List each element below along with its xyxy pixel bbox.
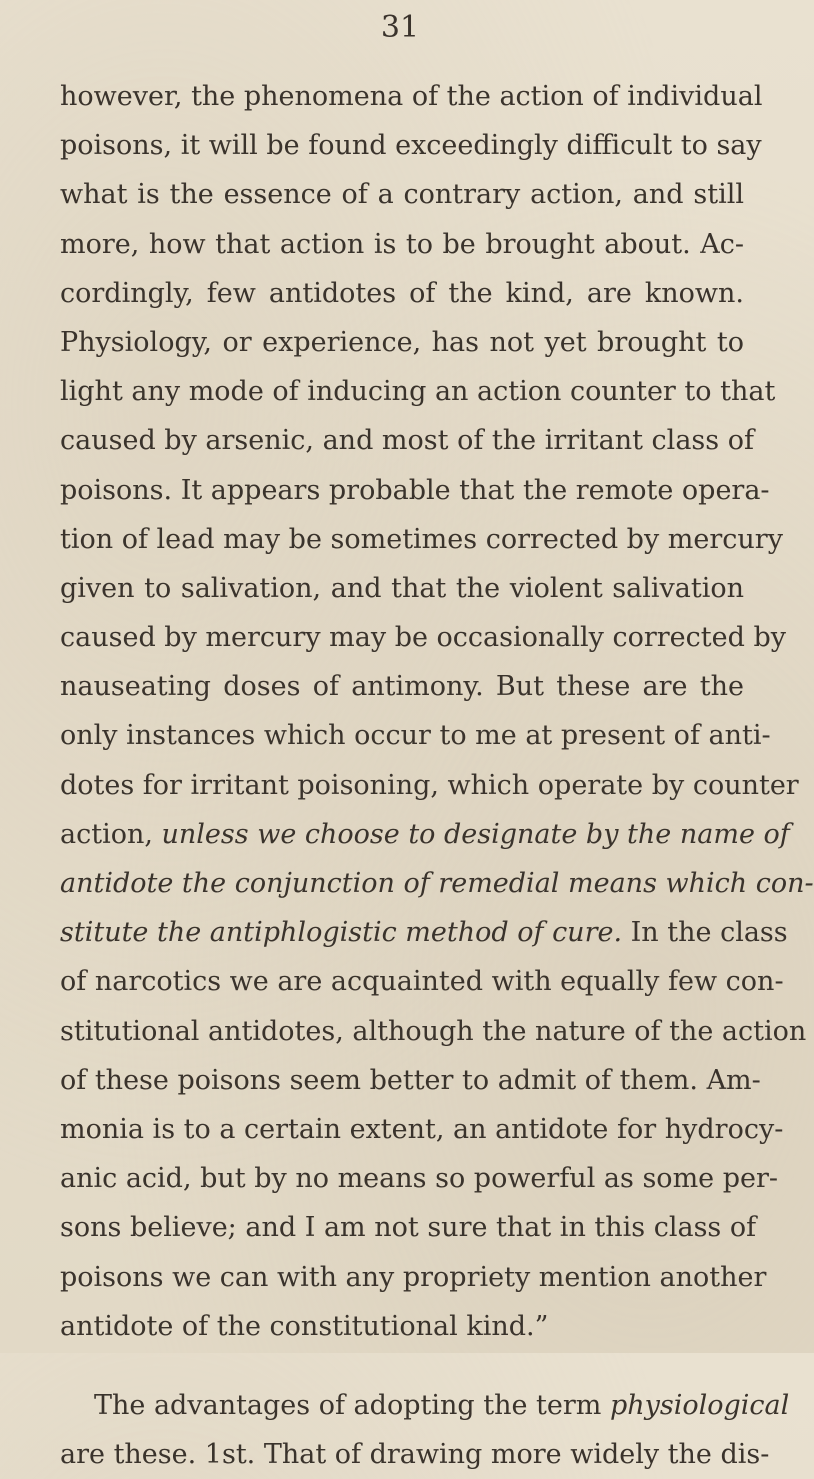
text-segment: In the class [622, 917, 788, 949]
page-number: 31 [380, 10, 420, 45]
italic-segment: stitute the antiphlogistic method of cure. [60, 917, 623, 949]
text-line: poisons. It appears probable that the remote opera- [60, 474, 770, 506]
text-line: dotes for irritant poisoning, which operate by counter [60, 769, 799, 801]
text-line: of narcotics we are acquainted with equally few con- [60, 966, 784, 998]
text-line: of these poisons seem better to admit of them. Am- [60, 1064, 761, 1096]
text-line: Physiology, or experience, has not yet brought to [60, 326, 744, 358]
text-line: cordingly, few antidotes of the kind, are known. [60, 277, 744, 309]
text-line: poisons, it will be found exceedingly difficult to say [60, 130, 762, 162]
text-line: are these. 1st. That of drawing more widely the dis- [60, 1439, 770, 1471]
text-line: stitutional antidotes, although the nature of the action [60, 1015, 807, 1047]
text-line: monia is to a certain extent, an antidote for hydrocy- [60, 1113, 784, 1145]
text-line: poisons we can with any propriety mention another [60, 1261, 767, 1293]
text-line: nauseating doses of antimony. But these are the [60, 671, 744, 703]
italic-segment: antidote the conjunction of remedial means which con- [60, 868, 814, 899]
italic-segment: physiological [609, 1389, 790, 1421]
body-text [60, 72, 814, 1479]
text-line: only instances which occur to me at present of anti- [60, 720, 771, 752]
text-line: caused by arsenic, and most of the irritant class of [60, 425, 754, 457]
text-line: tion of lead may be sometimes corrected by mercury [60, 523, 783, 555]
text-line: anic acid, but by no means so powerful as some per- [60, 1163, 779, 1195]
text-line: what is the essence of a contrary action, and still [60, 179, 744, 211]
text-segment: The advantages of adopting the term [94, 1389, 610, 1421]
text-line: given to salivation, and that the violent salivation [60, 572, 744, 604]
text-line: more, how that action is to be brought about. Ac- [60, 228, 744, 260]
text-line: light any mode of inducing an action counter to that [60, 376, 776, 408]
text-line-mixed [60, 1381, 790, 1430]
text-line: caused by mercury may be occasionally corrected by [60, 622, 787, 654]
text-line: however, the phenomena of the action of individual [60, 81, 763, 112]
text-segment: action, [60, 818, 162, 850]
text-line: antidote of the constitutional kind.” [60, 1310, 549, 1342]
text-line-mixed [60, 810, 790, 859]
text-line-italic [60, 859, 814, 908]
italic-segment: unless we choose to designate by the name of [161, 818, 790, 850]
text-line: sons believe; and I am not sure that in this class of [60, 1212, 757, 1244]
text-line-mixed [60, 908, 788, 957]
paragraph-gap [60, 1351, 744, 1381]
